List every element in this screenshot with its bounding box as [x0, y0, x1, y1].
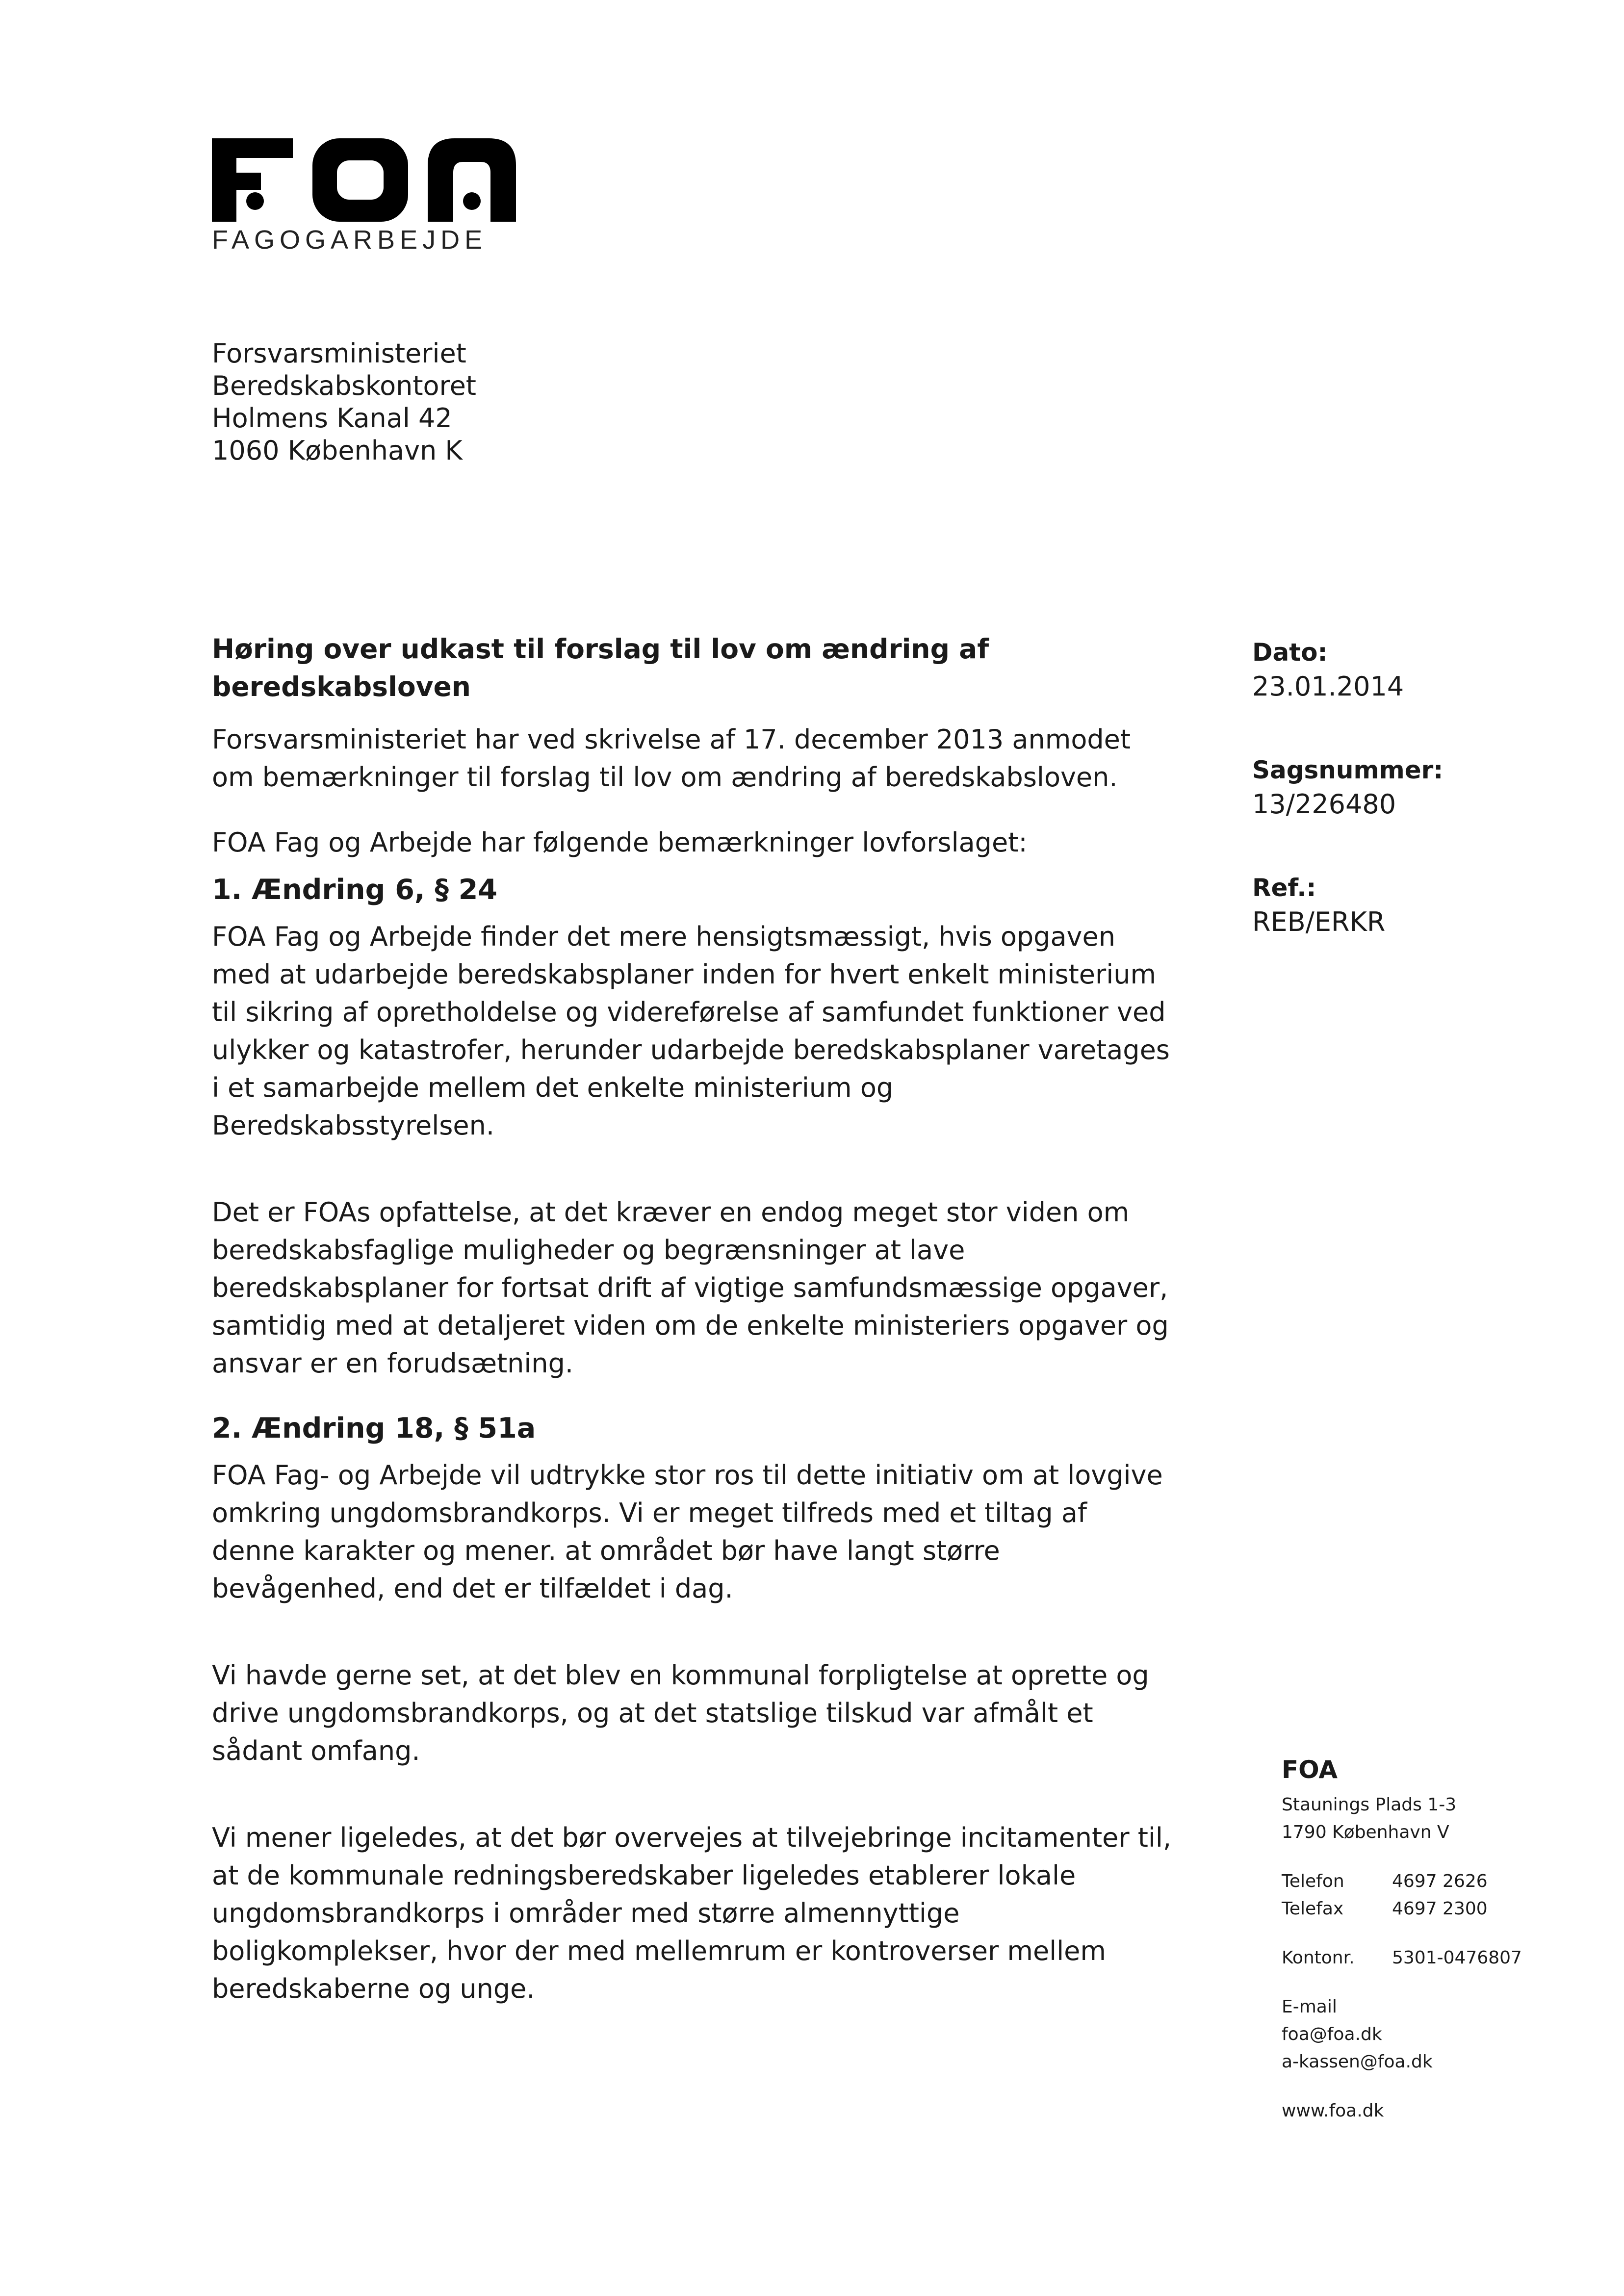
contact-address-line: Staunings Plads 1-3 [1282, 1795, 1457, 1815]
reference-label: Ref.: [1252, 874, 1316, 902]
recipient-line: Forsvarsministeriet [212, 338, 466, 369]
section-1-heading: 1. Ændring 6, § 24 [212, 874, 498, 906]
section-2-heading: 2. Ændring 18, § 51a [212, 1412, 536, 1445]
case-number-label: Sagsnummer: [1252, 756, 1444, 784]
phone-row [1282, 1868, 1586, 1895]
phone-value: 4697 2626 [1392, 1871, 1488, 1891]
section-1-paragraph-2: Det er FOAs opfattelse, at det kræver en endog meget stor viden om beredskabsfaglige muligheder og begrænsninger at lave beredskabsplaner for fortsat drift af vigtige samfundsmæssige opgaver, samtidig med at detaljeret viden om de enkelte ministeriers opgaver og ansvar er en forudsætning. [212, 1197, 1169, 1379]
intro-paragraph-2: FOA Fag og Arbejde har følgende bemærkninger lovforslaget: [212, 827, 1028, 858]
email-link[interactable]: foa@foa.dk [1282, 2024, 1382, 2044]
foa-wordmark-logo [212, 138, 516, 222]
fax-row [1282, 1895, 1586, 1923]
website-link[interactable]: www.foa.dk [1282, 2101, 1384, 2121]
section-2-paragraph-1: FOA Fag- og Arbejde vil udtrykke stor ros til dette initiativ om at lovgive omkring ungdomsbrandkorps. Vi er meget tilfreds med et tiltag af denne karakter og mener. at området bør have langt større bevågenhed, end det er tilfældet i dag. [212, 1460, 1163, 1604]
date-value: 23.01.2014 [1252, 671, 1404, 702]
section-2-paragraph-3: Vi mener ligeledes, at det bør overvejes at tilvejebringe incitamenter til, at de kommunale redningsberedskaber ligeledes etablerer lokale ungdomsbrandkorps i områder med større almennyttige boligkomplekser, hvor der med mellemrum er kontroverser mellem beredskaberne og unge. [212, 1822, 1172, 2004]
fax-value: 4697 2300 [1392, 1899, 1488, 1919]
section-2-paragraph-2: Vi havde gerne set, at det blev en kommunal forpligtelse at oprette og drive ungdomsbrandkorps, og at det statslige tilskud var afmålt et sådant omfang. [212, 1660, 1149, 1766]
account-label: Kontonr. [1282, 1948, 1355, 1968]
recipient-address [212, 337, 476, 467]
reference-value: REB/ERKR [1252, 906, 1386, 937]
contact-block [1282, 1756, 1586, 2125]
recipient-line: Beredskabskontoret [212, 370, 476, 401]
date-label: Dato: [1252, 638, 1328, 667]
contact-title: FOA [1282, 1755, 1338, 1784]
account-value: 5301-0476807 [1392, 1948, 1522, 1968]
fax-label: Telefax [1282, 1899, 1344, 1919]
email-link[interactable]: a-kassen@foa.dk [1282, 2052, 1433, 2072]
letter-subject: Høring over udkast til forslag til lov om ændring af beredskabsloven [212, 633, 989, 702]
phone-label: Telefon [1282, 1871, 1344, 1891]
recipient-line: 1060 København K [212, 435, 463, 466]
case-number-value: 13/226480 [1252, 789, 1396, 820]
letter-body [212, 630, 1173, 2035]
foa-logo [212, 138, 516, 255]
account-row [1282, 1944, 1586, 1972]
logo-subtitle: FAGOGARBEJDE [212, 225, 488, 255]
recipient-line: Holmens Kanal 42 [212, 403, 452, 434]
email-label: E-mail [1282, 1997, 1337, 2017]
intro-paragraph: Forsvarsministeriet har ved skrivelse af 17. december 2013 anmodet om bemærkninger til forslag til lov om ændring af beredskabsloven. [212, 724, 1131, 793]
contact-address-line: 1790 København V [1282, 1822, 1449, 1842]
letter-metadata [1252, 635, 1547, 988]
section-1-paragraph-1: FOA Fag og Arbejde finder det mere hensigtsmæssigt, hvis opgaven med at udarbejde beredskabsplaner inden for hvert enkelt ministerium til sikring af opretholdelse og videreførelse af samfundet funktioner ved ulykker og katastrofer, herunder udarbejde beredskabsplaner varetages i et samarbejde mellem det enkelte ministerium og Beredskabsstyrelsen. [212, 921, 1170, 1141]
